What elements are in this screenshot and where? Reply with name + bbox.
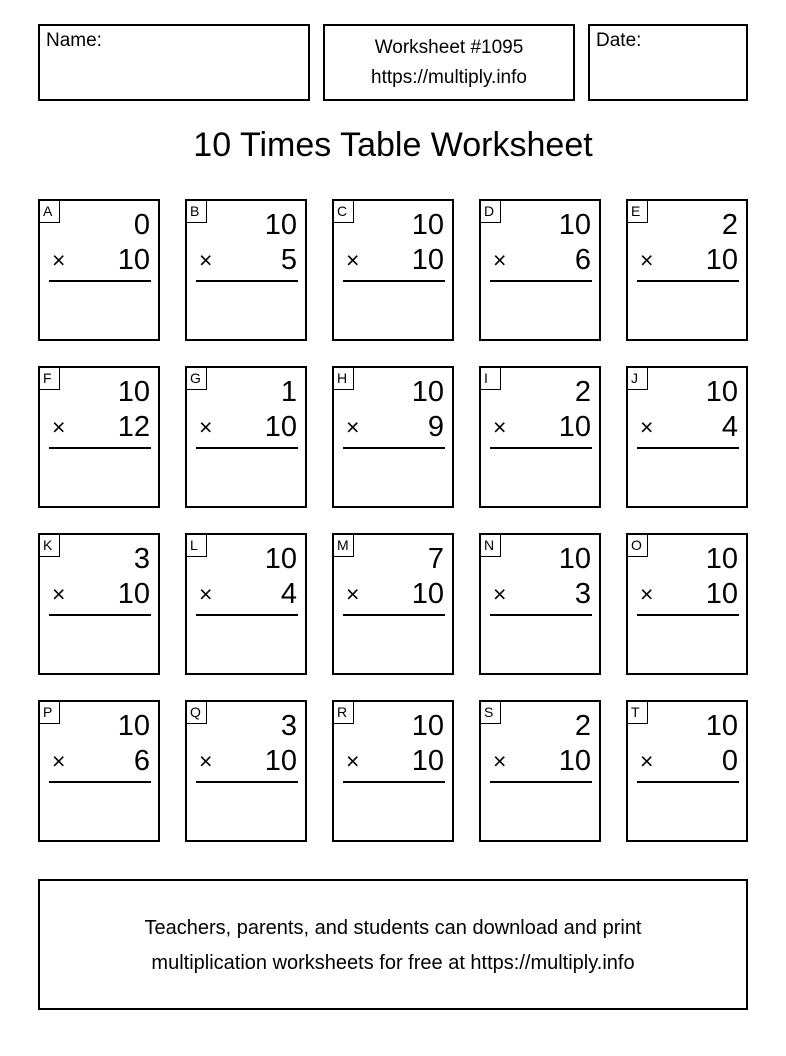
footer-box	[38, 879, 748, 1010]
multiplicand: 10	[411, 209, 444, 241]
name-label: Name:	[46, 30, 102, 51]
worksheet-number: Worksheet #1095	[374, 37, 524, 58]
problem-letter: I	[481, 368, 501, 390]
answer-line	[49, 447, 151, 449]
problem-card[interactable]	[479, 366, 601, 508]
problem-card[interactable]	[38, 366, 160, 508]
multiplicand: 10	[264, 209, 297, 241]
multiplier: 10	[705, 578, 738, 610]
problem-letter: E	[628, 201, 648, 223]
multiplier: 10	[411, 244, 444, 276]
answer-line	[637, 280, 739, 282]
multiplicand: 7	[427, 543, 444, 575]
multiply-sign: ×	[346, 581, 360, 607]
answer-line	[196, 280, 298, 282]
problem-card[interactable]	[185, 199, 307, 341]
multiplicand: 2	[574, 376, 591, 408]
multiplicand: 10	[705, 376, 738, 408]
problem-letter: N	[481, 535, 501, 557]
answer-line	[343, 781, 445, 783]
multiplier: 3	[574, 578, 591, 610]
problem-card[interactable]	[332, 199, 454, 341]
problem-card[interactable]	[332, 700, 454, 842]
answer-line	[49, 614, 151, 616]
multiply-sign: ×	[52, 247, 66, 273]
multiplicand: 1	[280, 376, 297, 408]
multiplicand: 2	[574, 710, 591, 742]
problem-card[interactable]	[626, 700, 748, 842]
problem-letter: F	[40, 368, 60, 390]
problem-card[interactable]	[479, 700, 601, 842]
footer-line-1: Teachers, parents, and students can download and print	[144, 917, 642, 939]
multiplicand: 10	[411, 710, 444, 742]
problem-card[interactable]	[38, 700, 160, 842]
problem-letter: S	[481, 702, 501, 724]
multiplicand: 10	[264, 543, 297, 575]
problem-letter: A	[40, 201, 60, 223]
multiply-sign: ×	[346, 247, 360, 273]
problem-letter: K	[40, 535, 60, 557]
multiply-sign: ×	[52, 748, 66, 774]
problem-letter: G	[187, 368, 207, 390]
multiply-sign: ×	[493, 414, 507, 440]
problem-card[interactable]	[479, 533, 601, 675]
problem-card[interactable]	[185, 366, 307, 508]
problem-card[interactable]	[626, 533, 748, 675]
page-title: 10 Times Table Worksheet	[193, 126, 593, 164]
multiply-sign: ×	[640, 748, 654, 774]
multiply-sign: ×	[493, 247, 507, 273]
problem-letter: B	[187, 201, 207, 223]
multiply-sign: ×	[199, 247, 213, 273]
answer-line	[490, 781, 592, 783]
answer-line	[49, 280, 151, 282]
problem-grid	[38, 199, 750, 844]
answer-line	[196, 781, 298, 783]
multiply-sign: ×	[493, 748, 507, 774]
answer-line	[637, 781, 739, 783]
multiplier: 5	[280, 244, 297, 276]
problem-letter: H	[334, 368, 354, 390]
problem-card[interactable]	[332, 366, 454, 508]
date-field[interactable]	[588, 24, 748, 101]
multiplier: 10	[411, 578, 444, 610]
multiply-sign: ×	[52, 581, 66, 607]
multiplier: 10	[411, 745, 444, 777]
multiplier: 9	[427, 411, 444, 443]
answer-line	[49, 781, 151, 783]
multiply-sign: ×	[640, 247, 654, 273]
multiplier: 6	[133, 745, 150, 777]
problem-letter: R	[334, 702, 354, 724]
multiply-sign: ×	[346, 414, 360, 440]
problem-letter: M	[334, 535, 354, 557]
answer-line	[196, 614, 298, 616]
multiplier: 10	[705, 244, 738, 276]
multiplicand: 10	[117, 710, 150, 742]
multiplier: 10	[117, 244, 150, 276]
footer-line-2: multiplication worksheets for free at https://multiply.info	[151, 952, 635, 974]
problem-card[interactable]	[38, 199, 160, 341]
multiply-sign: ×	[199, 581, 213, 607]
multiplicand: 10	[558, 543, 591, 575]
multiplicand: 10	[411, 376, 444, 408]
problem-card[interactable]	[626, 199, 748, 341]
multiplicand: 3	[133, 543, 150, 575]
multiply-sign: ×	[346, 748, 360, 774]
problem-card[interactable]	[38, 533, 160, 675]
multiplier: 4	[721, 411, 738, 443]
worksheet-info-box	[323, 24, 575, 101]
problem-letter: D	[481, 201, 501, 223]
multiplicand: 10	[705, 710, 738, 742]
multiplier: 10	[117, 578, 150, 610]
problem-letter: T	[628, 702, 648, 724]
answer-line	[343, 447, 445, 449]
multiplier: 6	[574, 244, 591, 276]
name-field[interactable]	[38, 24, 310, 101]
worksheet-url: https://multiply.info	[371, 67, 527, 88]
answer-line	[343, 280, 445, 282]
date-label: Date:	[596, 30, 642, 51]
multiplicand: 10	[705, 543, 738, 575]
multiplier: 10	[264, 411, 297, 443]
problem-letter: J	[628, 368, 648, 390]
problem-letter: C	[334, 201, 354, 223]
problem-letter: P	[40, 702, 60, 724]
answer-line	[490, 614, 592, 616]
problem-card[interactable]	[185, 533, 307, 675]
multiplier: 0	[721, 745, 738, 777]
multiplier: 4	[280, 578, 297, 610]
multiplier: 12	[117, 411, 150, 443]
multiply-sign: ×	[52, 414, 66, 440]
multiplier: 10	[558, 411, 591, 443]
multiplicand: 3	[280, 710, 297, 742]
multiply-sign: ×	[640, 581, 654, 607]
problem-letter: O	[628, 535, 648, 557]
multiply-sign: ×	[493, 581, 507, 607]
problem-letter: L	[187, 535, 207, 557]
answer-line	[343, 614, 445, 616]
answer-line	[637, 447, 739, 449]
problem-card[interactable]	[185, 700, 307, 842]
multiplicand: 2	[721, 209, 738, 241]
multiply-sign: ×	[199, 414, 213, 440]
multiplicand: 10	[117, 376, 150, 408]
problem-card[interactable]	[332, 533, 454, 675]
multiplier: 10	[264, 745, 297, 777]
answer-line	[490, 280, 592, 282]
multiplicand: 0	[133, 209, 150, 241]
problem-card[interactable]	[626, 366, 748, 508]
multiply-sign: ×	[640, 414, 654, 440]
multiplicand: 10	[558, 209, 591, 241]
answer-line	[196, 447, 298, 449]
problem-card[interactable]	[479, 199, 601, 341]
multiply-sign: ×	[199, 748, 213, 774]
problem-letter: Q	[187, 702, 207, 724]
multiplier: 10	[558, 745, 591, 777]
answer-line	[637, 614, 739, 616]
answer-line	[490, 447, 592, 449]
